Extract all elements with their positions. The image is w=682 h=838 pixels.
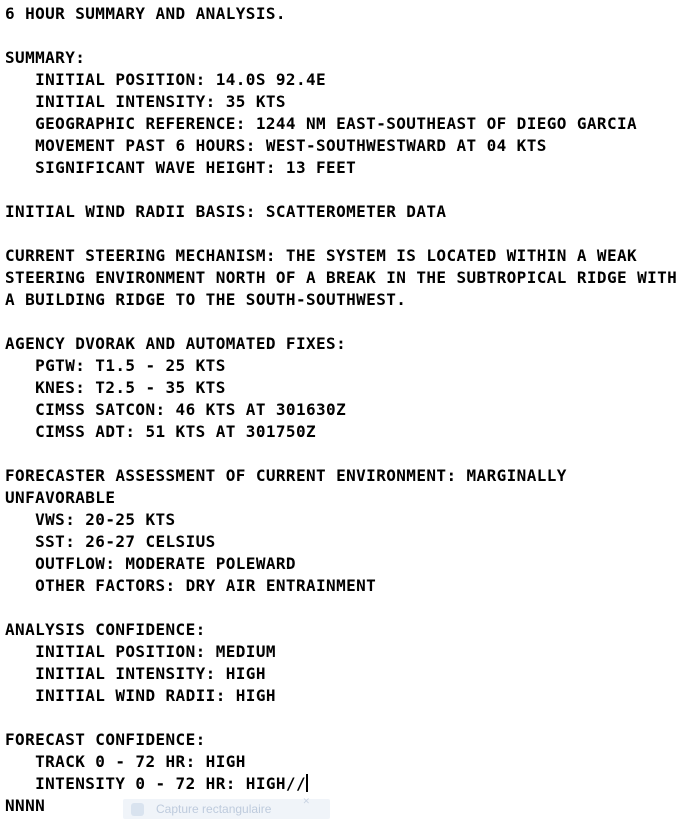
text-line <box>5 707 682 729</box>
text-line: ANALYSIS CONFIDENCE: <box>5 620 206 639</box>
text-line: SUMMARY: <box>5 48 86 67</box>
text-line <box>5 311 682 333</box>
text-line: OUTFLOW: MODERATE POLEWARD <box>5 554 296 573</box>
text-line <box>5 179 682 201</box>
text-line: STEERING ENVIRONMENT NORTH OF A BREAK IN THE SUBTROPICAL RIDGE WITH <box>5 268 678 287</box>
text-line: INTENSITY 0 - 72 HR: HIGH// <box>5 774 306 793</box>
text-line: CIMSS ADT: 51 KTS AT 301750Z <box>5 422 317 441</box>
text-cursor <box>306 774 308 792</box>
text-line: PGTW: T1.5 - 25 KTS <box>5 356 226 375</box>
text-line: TRACK 0 - 72 HR: HIGH <box>5 752 246 771</box>
text-line: INITIAL INTENSITY: 35 KTS <box>5 92 286 111</box>
text-line: GEOGRAPHIC REFERENCE: 1244 NM EAST-SOUTHEAST OF DIEGO GARCIA <box>5 114 638 133</box>
text-line: INITIAL POSITION: MEDIUM <box>5 642 276 661</box>
text-line <box>5 443 682 465</box>
text-line: A BUILDING RIDGE TO THE SOUTH-SOUTHWEST. <box>5 290 407 309</box>
text-line: KNES: T2.5 - 35 KTS <box>5 378 226 397</box>
snip-capture-button[interactable] <box>123 796 330 819</box>
text-line: MOVEMENT PAST 6 HOURS: WEST-SOUTHWESTWARD AT 04 KTS <box>5 136 547 155</box>
text-line: INITIAL WIND RADII: HIGH <box>5 686 276 705</box>
text-line: SIGNIFICANT WAVE HEIGHT: 13 FEET <box>5 158 357 177</box>
text-line: INITIAL POSITION: 14.0S 92.4E <box>5 70 327 89</box>
text-line: NNNN <box>5 796 46 815</box>
text-line: VWS: 20-25 KTS <box>5 510 176 529</box>
text-line <box>5 25 682 47</box>
text-line: SST: 26-27 CELSIUS <box>5 532 216 551</box>
text-line: AGENCY DVORAK AND AUTOMATED FIXES: <box>5 334 347 353</box>
snip-rectangle-icon <box>131 803 144 816</box>
text-line: 6 HOUR SUMMARY AND ANALYSIS. <box>5 4 286 23</box>
text-line: INITIAL INTENSITY: HIGH <box>5 664 266 683</box>
text-line: CIMSS SATCON: 46 KTS AT 301630Z <box>5 400 347 419</box>
text-line <box>5 223 682 245</box>
text-line: FORECAST CONFIDENCE: <box>5 730 206 749</box>
snip-capture-label: Capture rectangulaire <box>156 802 272 816</box>
text-line: OTHER FACTORS: DRY AIR ENTRAINMENT <box>5 576 377 595</box>
text-line: UNFAVORABLE <box>5 488 116 507</box>
text-line: FORECASTER ASSESSMENT OF CURRENT ENVIRONMENT: MARGINALLY <box>5 466 567 485</box>
close-icon: ✕ <box>302 796 310 806</box>
text-line: INITIAL WIND RADII BASIS: SCATTEROMETER DATA <box>5 202 447 221</box>
text-line <box>5 597 682 619</box>
text-line: CURRENT STEERING MECHANISM: THE SYSTEM IS LOCATED WITHIN A WEAK <box>5 246 638 265</box>
